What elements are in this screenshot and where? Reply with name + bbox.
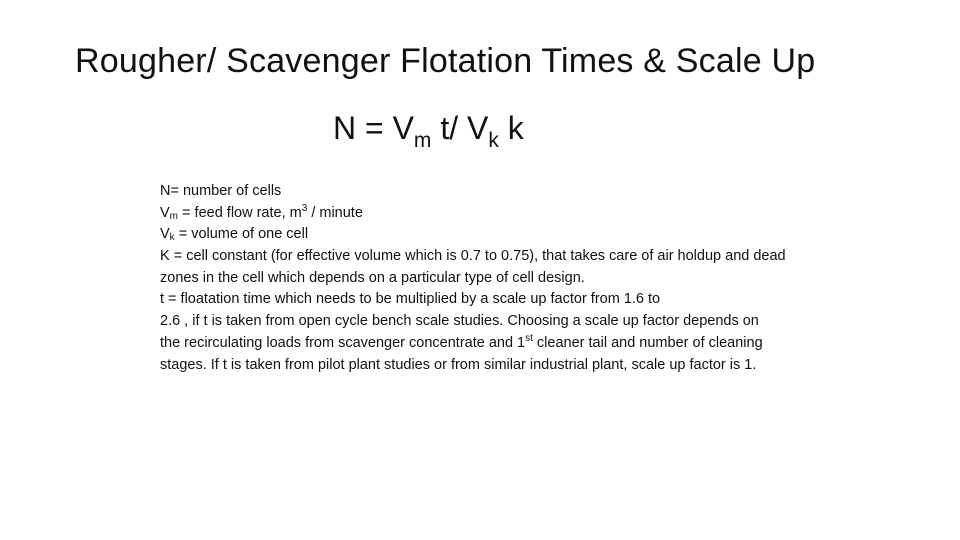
definition-vm: [160, 203, 890, 225]
formula-vm-subscript: m: [413, 129, 432, 152]
definition-t-line2: 2.6 , if t is taken from open cycle bench scale studies. Choosing a scale up factor depends on: [160, 313, 759, 330]
definitions-text: [160, 181, 890, 376]
vk-subscript: k: [169, 232, 175, 244]
t-line3-text: the recirculating loads from scavenger concentrate and 1: [160, 334, 526, 351]
t-line3-superscript: st: [525, 332, 533, 344]
vk-symbol: V: [160, 226, 170, 243]
vm-symbol: V: [160, 204, 170, 221]
definition-n: N= number of cells: [160, 183, 282, 199]
vk-text: = volume of one cell: [174, 226, 309, 243]
formula-t: t/: [431, 110, 467, 146]
formula-vk: V: [466, 110, 489, 146]
slide-title: Rougher/ Scavenger Flotation Times & Scale Up: [75, 42, 816, 80]
vm-text: = feed flow rate, m: [178, 204, 302, 221]
formula-n: N: [333, 110, 357, 146]
definition-t-line1: t = floatation time which needs to be multiplied by a scale up factor from 1.6 to: [160, 291, 661, 308]
definition-t-line3: [160, 333, 890, 355]
formula-equals: =: [356, 110, 393, 146]
formula-vm: V: [392, 110, 414, 146]
definition-k-line2: zones in the cell which depends on a particular type of cell design.: [160, 269, 585, 286]
vm-unit-text: / minute: [307, 204, 363, 221]
definition-k-line1: K = cell constant (for effective volume which is 0.7 to 0.75), that takes care of air holdup and dead: [160, 248, 786, 265]
flotation-formula: [333, 110, 524, 153]
vm-subscript: m: [169, 210, 179, 222]
t-line3-text-after: cleaner tail and number of cleaning: [532, 334, 763, 351]
formula-vk-subscript: k: [488, 129, 499, 152]
definition-t-line4: stages. If t is taken from pilot plant studies or from similar industrial plant, scale up factor is 1.: [160, 356, 757, 373]
definition-vk: [160, 224, 890, 246]
formula-k: k: [498, 110, 524, 146]
vm-superscript: 3: [301, 202, 308, 214]
